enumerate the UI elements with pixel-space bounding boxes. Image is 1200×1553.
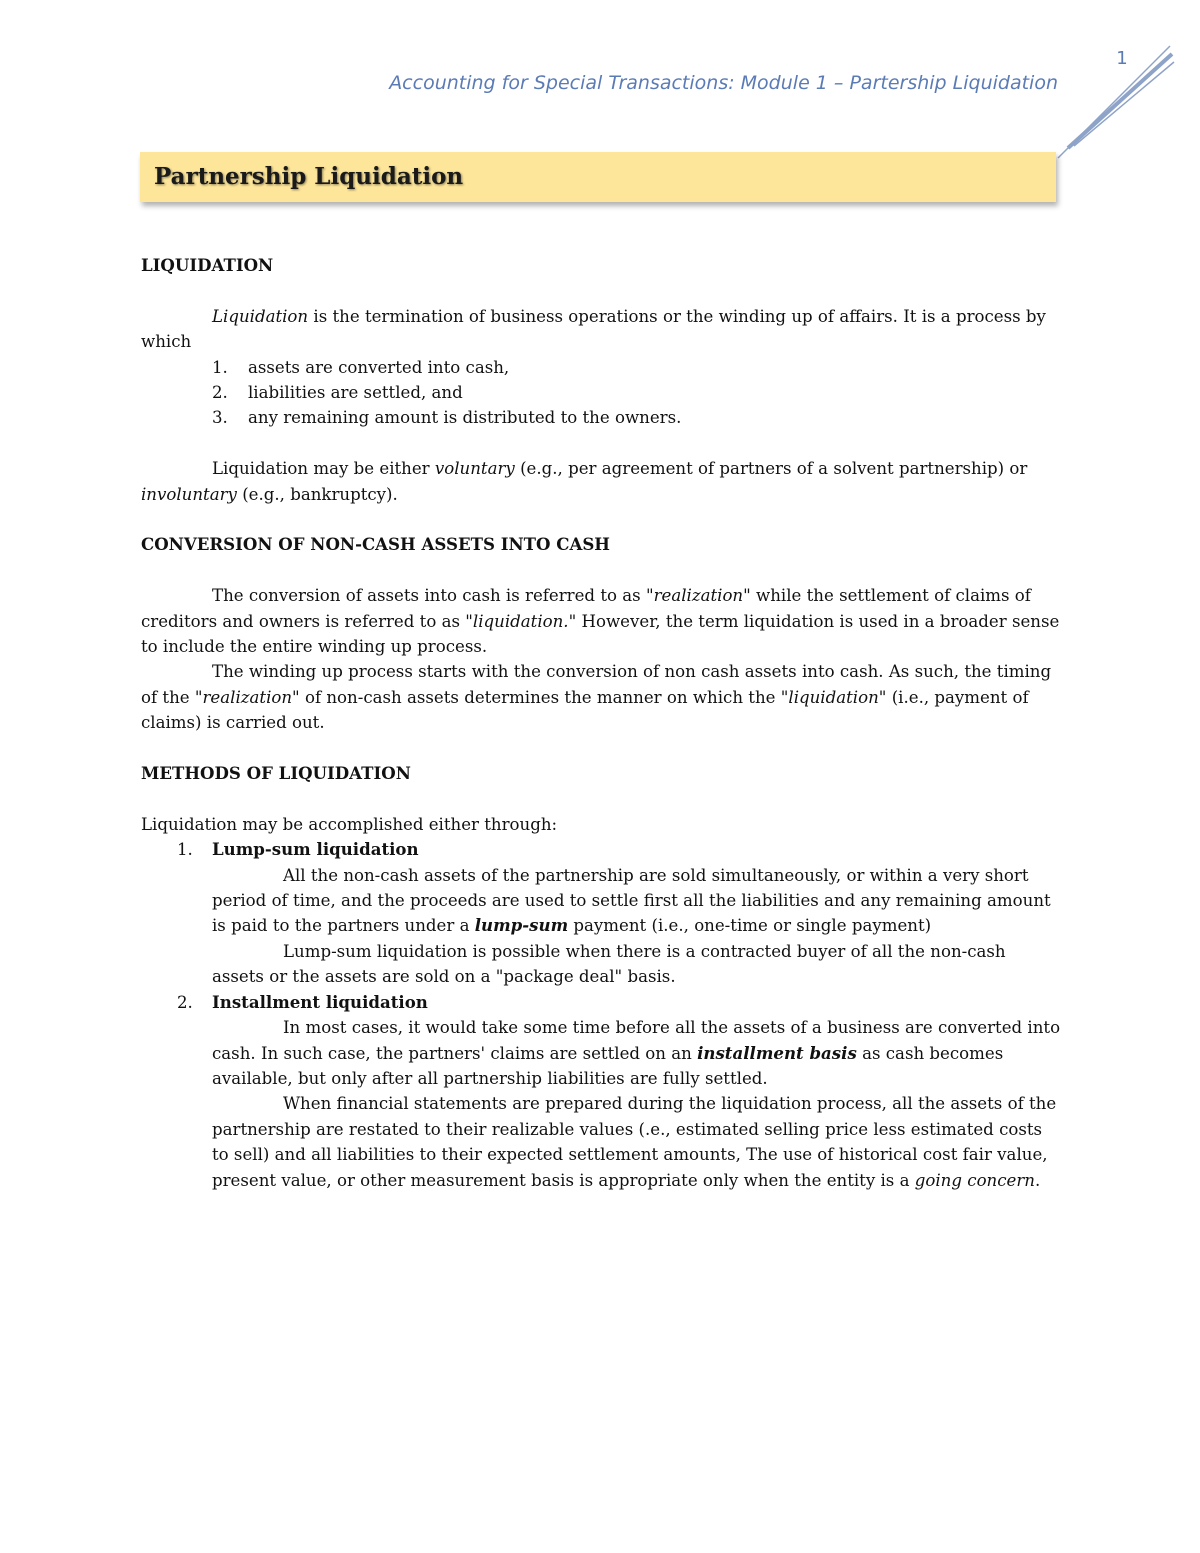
conversion-paragraph-1: The conversion of assets into cash is referred to as "realization" while the settlement of claims of creditors and owners is referred to as "liquidation." However, the term liquidation is used in a broader sense to include the entire winding up process. (141, 586, 1060, 657)
section-heading-liquidation: LIQUIDATION (141, 255, 274, 275)
method-note: When financial statements are prepared during the liquidation process, all the assets of the partnership are restated to their realizable values (.e., estimated selling price less estimated costs to sell) and all liabilities to their expected settlement amounts, The use of historical cost fair value, present value, or other measurement basis is appropriate only when the entity is a going concern. (212, 1094, 1057, 1190)
list-item: 3. any remaining amount is distributed to the owners. (212, 408, 682, 428)
document-body (141, 253, 1061, 1193)
liquidation-definition: Liquidation is the termination of business operations or the winding up of affairs. It is a process by which (141, 306, 1046, 352)
method-note: Lump-sum liquidation is possible when there is a contracted buyer of all the non-cash assets or the assets are sold on a "package deal" basis. (212, 941, 1006, 987)
methods-list (141, 837, 1061, 1193)
method-lump-sum: 1. Lump-sum liquidation All the non-cash assets of the partnership are sold simultaneously, or within a very short period of time, and the proceeds are used to settle first all the liabilities and any remaining amount is paid to the partners under a lump-sum payment (i.e., one-time or single payment) Lump-sum liquidation is possible when there is a contracted buyer of all the non-cash assets or the assets are sold on a "package deal" basis. (141, 837, 1061, 989)
section-heading-methods: METHODS OF LIQUIDATION (141, 763, 411, 784)
list-item: 1. assets are converted into cash, (212, 357, 510, 377)
page-number: 1 (1116, 48, 1128, 69)
method-description: In most cases, it would take some time before all the assets of a business are converted into cash. In such case, the partners' claims are settled on an installment basis as cash becomes available, but only after all partnership liabilities are fully settled. (212, 1018, 1061, 1088)
method-title: Lump-sum liquidation (212, 839, 419, 860)
method-installment: 2. Installment liquidation In most cases, it would take some time before all the assets of a business are converted into cash. In such case, the partners' claims are settled on an installment basis as cash becomes available, but only after all partnership liabilities are fully settled. When financial statements are prepared during the liquidation process, all the assets of the partnership are restated to their realizable values (.e., estimated selling price less estimated costs to sell) and all liabilities to their expected settlement amounts, The use of historical cost fair value, present value, or other measurement basis is appropriate only when the entity is a going concern. (141, 990, 1061, 1193)
term-liquidation: Liquidation (212, 306, 309, 326)
list-item: 2. liabilities are settled, and (212, 383, 463, 403)
section-heading-conversion: CONVERSION OF NON-CASH ASSETS INTO CASH (141, 534, 610, 555)
method-title: Installment liquidation (212, 991, 428, 1012)
corner-decoration-icon (1050, 40, 1180, 165)
running-header: Accounting for Special Transactions: Module 1 – Partership Liquidation (389, 72, 1058, 94)
title-banner (140, 152, 1056, 202)
conversion-paragraph-2: The winding up process starts with the conversion of non cash assets into cash. As such, the timing of the "realization" of non-cash assets determines the manner on which the "liquidation" (i.e., payment of claims) is carried out. (141, 662, 1052, 733)
liquidation-types: Liquidation may be either voluntary (e.g., per agreement of partners of a solvent partnership) or involuntary (e.g., bankruptcy). (141, 459, 1028, 504)
liquidation-steps (141, 355, 1061, 431)
method-description: All the non-cash assets of the partnership are sold simultaneously, or within a very short period of time, and the proceeds are used to settle first all the liabilities and any remaining amount is paid to the partners under a lump-sum payment (i.e., one-time or single payment) (212, 865, 1051, 936)
methods-intro: Liquidation may be accomplished either through: (141, 814, 558, 834)
page-title: Partnership Liquidation (154, 163, 464, 190)
